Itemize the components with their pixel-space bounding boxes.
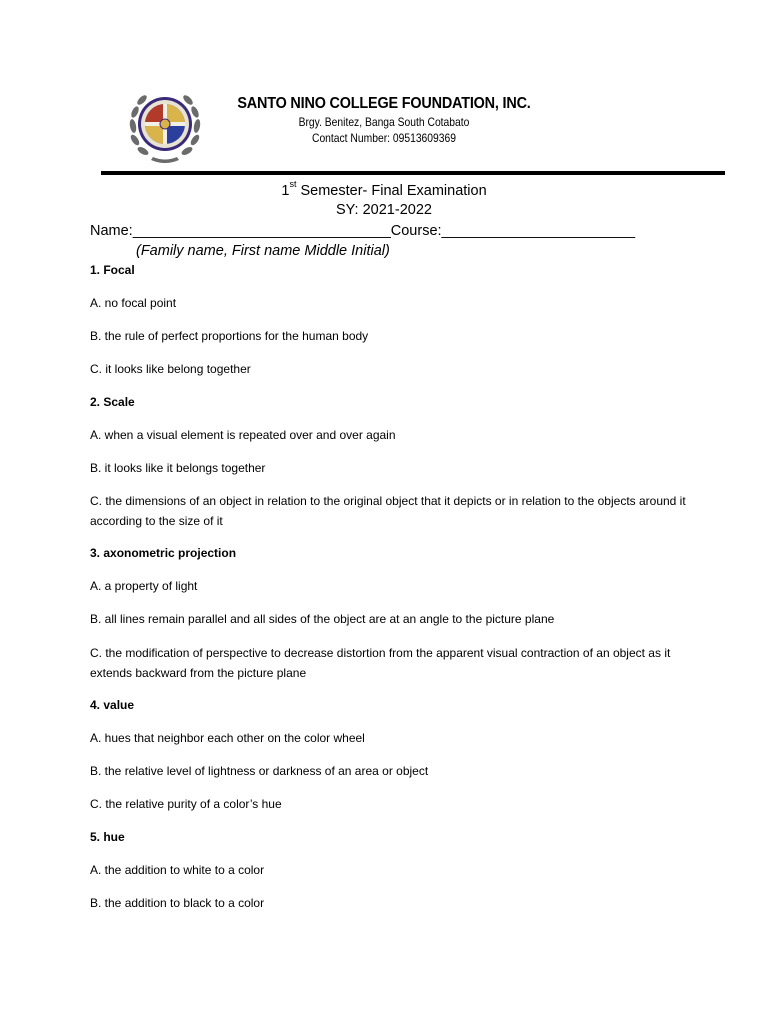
answer-option: B. the relative level of lightness or darkness of an area or object (90, 764, 429, 778)
question-title: 2. Scale (90, 395, 135, 409)
question-title: 3. axonometric projection (90, 546, 237, 560)
answer-option: A. the addition to white to a color (90, 863, 265, 877)
answer-option: A. hues that neighbor each other on the color wheel (90, 731, 365, 745)
answer-option: C. the relative purity of a color’s hue (90, 797, 282, 811)
answer-option: C. the dimensions of an object in relation to the original object that it depicts or in relation to the objects around it according to the size of it (90, 494, 686, 528)
answer-option: A. when a visual element is repeated over and over again (90, 428, 396, 442)
answer-option: A. a property of light (90, 579, 198, 593)
school-contact: Contact Number: 09513609369 (311, 131, 456, 145)
answer-option: C. the modification of perspective to decrease distortion from the apparent visual contraction of an object as it extends backward from the picture plane (90, 646, 671, 680)
school-address: Brgy. Benitez, Banga South Cotabato (298, 115, 470, 129)
answer-option: B. it looks like it belongs together (90, 461, 266, 475)
question-title: 5. hue (90, 830, 125, 844)
exam-semester: 1st Semester- Final Examination (281, 179, 487, 199)
name-course-line: Name:________________________________Course:________________________ (90, 223, 636, 239)
question-title: 4. value (90, 698, 135, 712)
answer-option: B. the addition to black to a color (90, 896, 265, 910)
answer-option: B. the rule of perfect proportions for the human body (90, 329, 369, 343)
header-divider (101, 171, 725, 175)
answer-option: B. all lines remain parallel and all sides of the object are at an angle to the picture plane (90, 612, 555, 626)
school-name: SANTO NINO COLLEGE FOUNDATION, INC. (237, 95, 531, 112)
name-hint: (Family name, First name Middle Initial) (136, 243, 390, 259)
school-year: SY: 2021-2022 (336, 202, 432, 218)
question-title: 1. Focal (90, 263, 135, 277)
answer-option: C. it looks like belong together (90, 362, 251, 376)
answer-option: A. no focal point (90, 296, 177, 310)
